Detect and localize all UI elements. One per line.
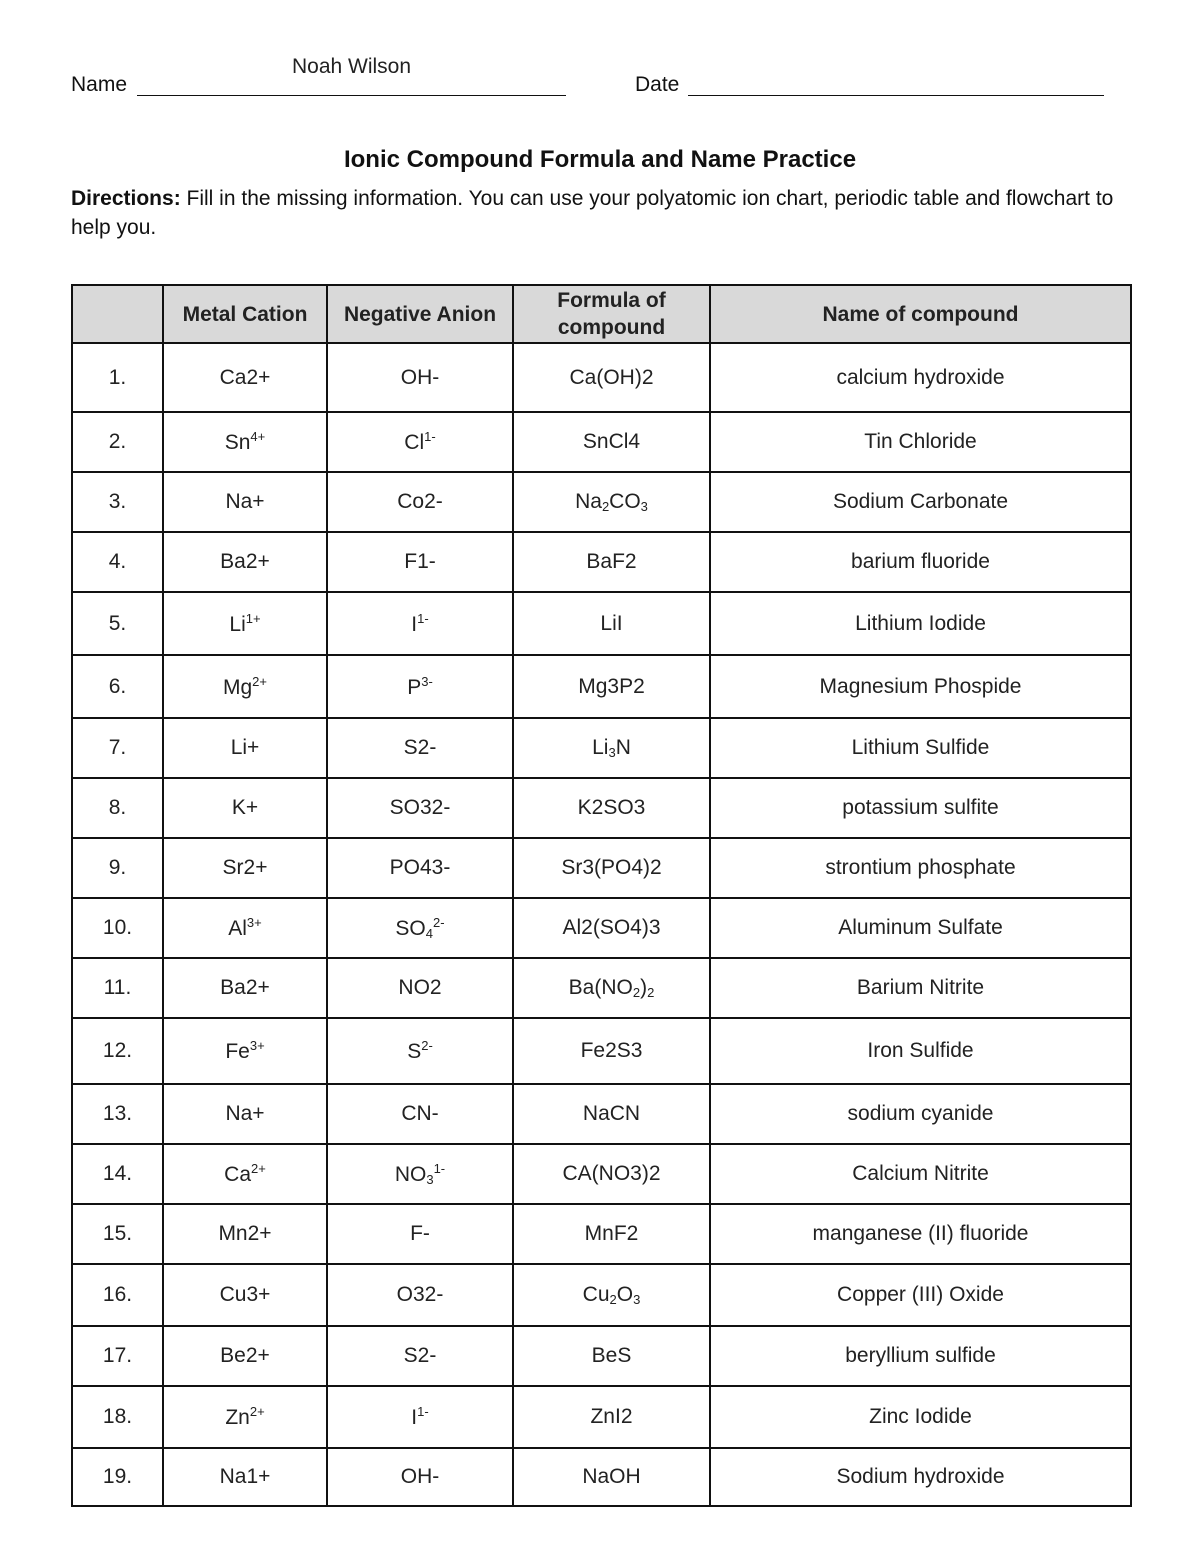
page-title: Ionic Compound Formula and Name Practice bbox=[343, 146, 857, 173]
anion-charge: 1- bbox=[417, 1404, 429, 1419]
compound-name-text: potassium sulfite bbox=[842, 796, 999, 819]
negative-anion-cell[interactable] bbox=[327, 1084, 513, 1144]
metal-cation-cell[interactable] bbox=[163, 1448, 327, 1506]
anion-text: I bbox=[411, 1406, 418, 1429]
formula-text: N bbox=[615, 736, 631, 759]
compound-name-text: Zinc Iodide bbox=[869, 1405, 972, 1428]
formula-cell[interactable] bbox=[513, 343, 710, 412]
negative-anion-cell[interactable] bbox=[327, 1144, 513, 1204]
compound-name-cell[interactable] bbox=[710, 1144, 1131, 1204]
anion-text: SO bbox=[395, 917, 426, 940]
anion-text: S2- bbox=[403, 1344, 437, 1367]
compound-name-cell[interactable] bbox=[710, 1264, 1131, 1326]
cation-text: Li bbox=[229, 612, 246, 636]
formula-text: Li bbox=[592, 736, 609, 759]
cation-text: Na+ bbox=[225, 490, 265, 513]
anion-text: OH- bbox=[400, 1465, 440, 1488]
compound-name-cell[interactable] bbox=[710, 1084, 1131, 1144]
cation-text: Fe bbox=[225, 1040, 250, 1063]
negative-anion-cell[interactable] bbox=[327, 1264, 513, 1326]
formula-text: BaF2 bbox=[586, 550, 637, 573]
negative-anion-cell[interactable] bbox=[327, 592, 513, 655]
name-line bbox=[137, 95, 566, 96]
metal-cation-cell[interactable] bbox=[163, 898, 327, 958]
formula-cell[interactable] bbox=[513, 1204, 710, 1264]
metal-cation-cell[interactable] bbox=[163, 1144, 327, 1204]
anion-text: NO bbox=[394, 1163, 427, 1186]
formula-cell[interactable] bbox=[513, 1144, 710, 1204]
row-number bbox=[72, 718, 163, 778]
row-number bbox=[72, 838, 163, 898]
compound-name-text: Iron Sulfide bbox=[867, 1039, 974, 1062]
cation-charge: 2+ bbox=[252, 673, 267, 689]
row-number bbox=[72, 778, 163, 838]
formula-cell[interactable] bbox=[513, 412, 710, 472]
formula-cell[interactable] bbox=[513, 1018, 710, 1084]
compound-name-cell[interactable] bbox=[710, 412, 1131, 472]
formula-text: O bbox=[616, 1283, 634, 1306]
formula-cell[interactable] bbox=[513, 472, 710, 532]
row-number-text: 14. bbox=[102, 1162, 133, 1185]
date-label: Date bbox=[635, 73, 680, 96]
row-number-text: 8. bbox=[108, 796, 127, 819]
formula-cell[interactable] bbox=[513, 958, 710, 1018]
cation-text: Sn bbox=[224, 431, 251, 454]
formula-cell[interactable] bbox=[513, 1084, 710, 1144]
anion-charge: 2- bbox=[433, 915, 445, 930]
table-row bbox=[72, 718, 1131, 778]
row-number bbox=[72, 655, 163, 718]
anion-text: CN- bbox=[401, 1102, 439, 1125]
formula-text: SnCl4 bbox=[582, 430, 641, 453]
compound-name-cell[interactable] bbox=[710, 1448, 1131, 1506]
row-number-text: 18. bbox=[102, 1405, 133, 1428]
compound-name-cell[interactable] bbox=[710, 343, 1131, 412]
table-row bbox=[72, 1326, 1131, 1386]
metal-cation-cell[interactable] bbox=[163, 1084, 327, 1144]
cation-text: K+ bbox=[231, 796, 259, 819]
row-number-text: 15. bbox=[102, 1222, 133, 1245]
formula-text: NaCN bbox=[582, 1102, 641, 1125]
formula-cell[interactable] bbox=[513, 1448, 710, 1506]
header-metal-cation: Metal Cation bbox=[163, 285, 327, 343]
formula-text: NaOH bbox=[582, 1465, 641, 1488]
anion-text: Cl bbox=[404, 431, 425, 454]
anion-subscript: 4 bbox=[425, 926, 433, 941]
negative-anion-cell[interactable] bbox=[327, 1018, 513, 1084]
row-number-text: 13. bbox=[102, 1102, 133, 1125]
metal-cation-cell[interactable] bbox=[163, 592, 327, 655]
row-number bbox=[72, 532, 163, 592]
formula-text: BeS bbox=[591, 1344, 632, 1367]
compound-name-text: Tin Chloride bbox=[864, 430, 977, 453]
negative-anion-cell[interactable] bbox=[327, 1386, 513, 1448]
cation-text: Mg bbox=[222, 675, 253, 699]
row-number-text: 12. bbox=[102, 1039, 133, 1062]
formula-text: Ca(OH)2 bbox=[569, 365, 654, 389]
table-row bbox=[72, 1264, 1131, 1326]
metal-cation-cell[interactable] bbox=[163, 958, 327, 1018]
formula-cell[interactable] bbox=[513, 655, 710, 718]
metal-cation-cell[interactable] bbox=[163, 655, 327, 718]
table-row bbox=[72, 592, 1131, 655]
row-number bbox=[72, 1084, 163, 1144]
formula-text: CO bbox=[609, 490, 641, 513]
directions-text: Fill in the missing information. You can use your polyatomic ion chart, periodic table and flowchart to help you. bbox=[71, 187, 1114, 239]
cation-text: Ba2+ bbox=[220, 976, 270, 999]
row-number bbox=[72, 1386, 163, 1448]
formula-cell[interactable] bbox=[513, 1326, 710, 1386]
formula-text: Cu bbox=[582, 1283, 610, 1306]
cation-text: Cu3+ bbox=[219, 1283, 271, 1306]
row-number bbox=[72, 1448, 163, 1506]
anion-text: NO2 bbox=[398, 976, 442, 999]
formula-cell[interactable] bbox=[513, 718, 710, 778]
negative-anion-cell[interactable] bbox=[327, 838, 513, 898]
row-number bbox=[72, 1326, 163, 1386]
date-line[interactable] bbox=[688, 95, 1104, 96]
formula-subscript: 2 bbox=[609, 1292, 617, 1307]
formula-subscript: 2 bbox=[632, 985, 641, 1000]
metal-cation-cell[interactable] bbox=[163, 1386, 327, 1448]
compound-name-text: barium fluoride bbox=[851, 550, 990, 573]
compound-name-text: Barium Nitrite bbox=[856, 976, 985, 999]
row-number-text: 3. bbox=[108, 490, 127, 513]
cation-text: Zn bbox=[225, 1406, 250, 1429]
compound-name-cell[interactable] bbox=[710, 718, 1131, 778]
negative-anion-cell[interactable] bbox=[327, 343, 513, 412]
table-row bbox=[72, 898, 1131, 958]
compound-name-cell[interactable] bbox=[710, 472, 1131, 532]
table-row bbox=[72, 1204, 1131, 1264]
compound-name-text: manganese (II) fluoride bbox=[812, 1222, 1029, 1245]
table-row bbox=[72, 1386, 1131, 1448]
negative-anion-cell[interactable] bbox=[327, 958, 513, 1018]
formula-subscript: 3 bbox=[633, 1292, 641, 1307]
cation-text: Ba2+ bbox=[220, 550, 270, 573]
row-number-text: 1. bbox=[108, 365, 127, 389]
anion-subscript: 3 bbox=[426, 1172, 434, 1187]
table-row bbox=[72, 1448, 1131, 1506]
row-number bbox=[72, 343, 163, 412]
row-number-text: 16. bbox=[102, 1283, 133, 1306]
table-row bbox=[72, 958, 1131, 1018]
compound-name-cell[interactable] bbox=[710, 778, 1131, 838]
cation-text: Ca2+ bbox=[219, 365, 271, 389]
anion-text: F- bbox=[410, 1222, 430, 1245]
cation-charge: 2+ bbox=[251, 1161, 266, 1176]
anion-text: F1- bbox=[404, 550, 436, 573]
negative-anion-cell[interactable] bbox=[327, 1204, 513, 1264]
row-number-text: 17. bbox=[102, 1344, 133, 1367]
compound-name-cell[interactable] bbox=[710, 838, 1131, 898]
formula-subscript: 3 bbox=[640, 499, 648, 514]
compound-name-text: Aluminum Sulfate bbox=[838, 916, 1003, 939]
anion-text: P bbox=[407, 675, 422, 699]
directions-label: Directions: bbox=[71, 187, 181, 210]
cation-text: Mn2+ bbox=[218, 1222, 272, 1245]
negative-anion-cell[interactable] bbox=[327, 718, 513, 778]
row-number bbox=[72, 898, 163, 958]
row-number-text: 7. bbox=[108, 736, 127, 759]
formula-cell[interactable] bbox=[513, 898, 710, 958]
anion-text: Co2- bbox=[397, 490, 443, 513]
formula-text: CA(NO3)2 bbox=[562, 1162, 661, 1185]
row-number-text: 4. bbox=[108, 550, 127, 573]
negative-anion-cell[interactable] bbox=[327, 778, 513, 838]
cation-text: Sr2+ bbox=[222, 856, 268, 879]
table-row bbox=[72, 343, 1131, 412]
row-number-text: 19. bbox=[102, 1465, 133, 1488]
row-number bbox=[72, 958, 163, 1018]
row-number bbox=[72, 1144, 163, 1204]
metal-cation-cell[interactable] bbox=[163, 1264, 327, 1326]
metal-cation-cell[interactable] bbox=[163, 472, 327, 532]
header-formula: Formula of compound bbox=[513, 285, 710, 343]
table-header-row bbox=[72, 285, 1131, 343]
compound-name-text: Magnesium Phospide bbox=[819, 674, 1022, 698]
row-number bbox=[72, 412, 163, 472]
table-row bbox=[72, 472, 1131, 532]
formula-cell[interactable] bbox=[513, 532, 710, 592]
cation-charge: 2+ bbox=[249, 1404, 265, 1419]
compound-name-cell[interactable] bbox=[710, 1386, 1131, 1448]
formula-text: Na bbox=[575, 490, 602, 513]
formula-text: Sr3(PO4)2 bbox=[561, 856, 662, 879]
metal-cation-cell[interactable] bbox=[163, 412, 327, 472]
metal-cation-cell[interactable] bbox=[163, 778, 327, 838]
table-row bbox=[72, 838, 1131, 898]
cation-text: Na+ bbox=[225, 1102, 265, 1125]
table-row bbox=[72, 655, 1131, 718]
negative-anion-cell[interactable] bbox=[327, 412, 513, 472]
compound-name-cell[interactable] bbox=[710, 1018, 1131, 1084]
table-row bbox=[72, 532, 1131, 592]
header-negative-anion: Negative Anion bbox=[327, 285, 513, 343]
negative-anion-cell[interactable] bbox=[327, 898, 513, 958]
cation-text: Na1+ bbox=[219, 1465, 271, 1488]
compound-name-cell[interactable] bbox=[710, 1204, 1131, 1264]
anion-charge: 2- bbox=[421, 1038, 433, 1053]
compound-name-text: Lithium Sulfide bbox=[851, 736, 990, 759]
row-number bbox=[72, 472, 163, 532]
negative-anion-cell[interactable] bbox=[327, 1326, 513, 1386]
compound-name-text: calcium hydroxide bbox=[836, 365, 1005, 389]
metal-cation-cell[interactable] bbox=[163, 838, 327, 898]
compound-name-cell[interactable] bbox=[710, 958, 1131, 1018]
formula-subscript: 2 bbox=[601, 499, 610, 514]
compound-name-text: strontium phosphate bbox=[825, 856, 1016, 879]
formula-subscript: 2 bbox=[647, 985, 655, 1000]
metal-cation-cell[interactable] bbox=[163, 718, 327, 778]
formula-text: Mg3P2 bbox=[578, 674, 645, 698]
formula-text: ) bbox=[640, 976, 648, 999]
compound-name-text: Lithium Iodide bbox=[855, 611, 986, 635]
compound-name-cell[interactable] bbox=[710, 655, 1131, 718]
compound-name-text: Copper (III) Oxide bbox=[837, 1283, 1004, 1306]
cation-charge: 4+ bbox=[250, 429, 266, 444]
cation-text: Al bbox=[228, 917, 247, 940]
anion-charge: 1- bbox=[433, 1161, 446, 1176]
table-row bbox=[72, 1018, 1131, 1084]
row-number-text: 9. bbox=[108, 856, 127, 879]
row-number bbox=[72, 592, 163, 655]
header-compound-name: Name of compound bbox=[710, 285, 1131, 343]
negative-anion-cell[interactable] bbox=[327, 532, 513, 592]
row-number-text: 5. bbox=[108, 611, 127, 635]
compound-name-text: Calcium Nitrite bbox=[852, 1162, 989, 1185]
formula-text: LiI bbox=[600, 611, 623, 635]
formula-cell[interactable] bbox=[513, 778, 710, 838]
cation-charge: 3+ bbox=[249, 1038, 265, 1053]
row-number bbox=[72, 1018, 163, 1084]
formula-cell[interactable] bbox=[513, 1386, 710, 1448]
compound-name-text: beryllium sulfide bbox=[845, 1344, 996, 1367]
metal-cation-cell[interactable] bbox=[163, 343, 327, 412]
student-name[interactable]: Noah Wilson bbox=[291, 55, 412, 78]
table-row bbox=[72, 778, 1131, 838]
directions bbox=[71, 184, 1131, 242]
formula-cell[interactable] bbox=[513, 592, 710, 655]
formula-text: K2SO3 bbox=[577, 796, 646, 819]
table-row bbox=[72, 1144, 1131, 1204]
cation-text: Li+ bbox=[230, 736, 260, 759]
anion-text: S2- bbox=[403, 736, 437, 759]
row-number bbox=[72, 1264, 163, 1326]
name-label: Name bbox=[71, 73, 128, 96]
compound-name-cell[interactable] bbox=[710, 1326, 1131, 1386]
anion-text: O32- bbox=[396, 1283, 444, 1306]
anion-text: S bbox=[407, 1040, 422, 1063]
formula-text: MnF2 bbox=[584, 1222, 639, 1245]
compound-name-text: Sodium Carbonate bbox=[832, 490, 1009, 513]
cation-text: Ca bbox=[224, 1163, 252, 1186]
table-body bbox=[72, 343, 1131, 1506]
row-number-text: 11. bbox=[103, 976, 132, 999]
formula-subscript: 3 bbox=[608, 745, 616, 760]
anion-text: PO43- bbox=[389, 856, 451, 879]
header-number bbox=[72, 285, 163, 343]
formula-text: ZnI2 bbox=[590, 1405, 633, 1428]
row-number-text: 6. bbox=[108, 674, 127, 698]
negative-anion-cell[interactable] bbox=[327, 472, 513, 532]
metal-cation-cell[interactable] bbox=[163, 1204, 327, 1264]
anion-text: OH- bbox=[400, 365, 440, 389]
anion-charge: 1- bbox=[417, 610, 429, 626]
compound-table bbox=[71, 284, 1132, 1507]
negative-anion-cell[interactable] bbox=[327, 655, 513, 718]
anion-text: SO32- bbox=[389, 796, 451, 819]
compound-name-cell[interactable] bbox=[710, 592, 1131, 655]
formula-text: Fe2S3 bbox=[580, 1039, 643, 1062]
formula-cell[interactable] bbox=[513, 838, 710, 898]
compound-name-cell[interactable] bbox=[710, 532, 1131, 592]
row-number-text: 10. bbox=[102, 916, 133, 939]
formula-cell[interactable] bbox=[513, 1264, 710, 1326]
anion-charge: 3- bbox=[421, 673, 433, 689]
metal-cation-cell[interactable] bbox=[163, 1326, 327, 1386]
table-row bbox=[72, 1084, 1131, 1144]
formula-text: Al2(SO4)3 bbox=[562, 916, 661, 939]
cation-text: Be2+ bbox=[220, 1344, 270, 1367]
metal-cation-cell[interactable] bbox=[163, 1018, 327, 1084]
formula-text: Ba(NO bbox=[568, 976, 633, 999]
row-number-text: 2. bbox=[108, 430, 127, 453]
compound-name-cell[interactable] bbox=[710, 898, 1131, 958]
negative-anion-cell[interactable] bbox=[327, 1448, 513, 1506]
compound-name-text: sodium cyanide bbox=[847, 1102, 994, 1125]
table-row bbox=[72, 412, 1131, 472]
row-number bbox=[72, 1204, 163, 1264]
anion-charge: 1- bbox=[424, 429, 436, 444]
metal-cation-cell[interactable] bbox=[163, 532, 327, 592]
cation-charge: 1+ bbox=[245, 610, 261, 626]
compound-name-text: Sodium hydroxide bbox=[836, 1465, 1005, 1488]
cation-charge: 3+ bbox=[246, 915, 262, 930]
anion-text: I bbox=[411, 612, 418, 636]
